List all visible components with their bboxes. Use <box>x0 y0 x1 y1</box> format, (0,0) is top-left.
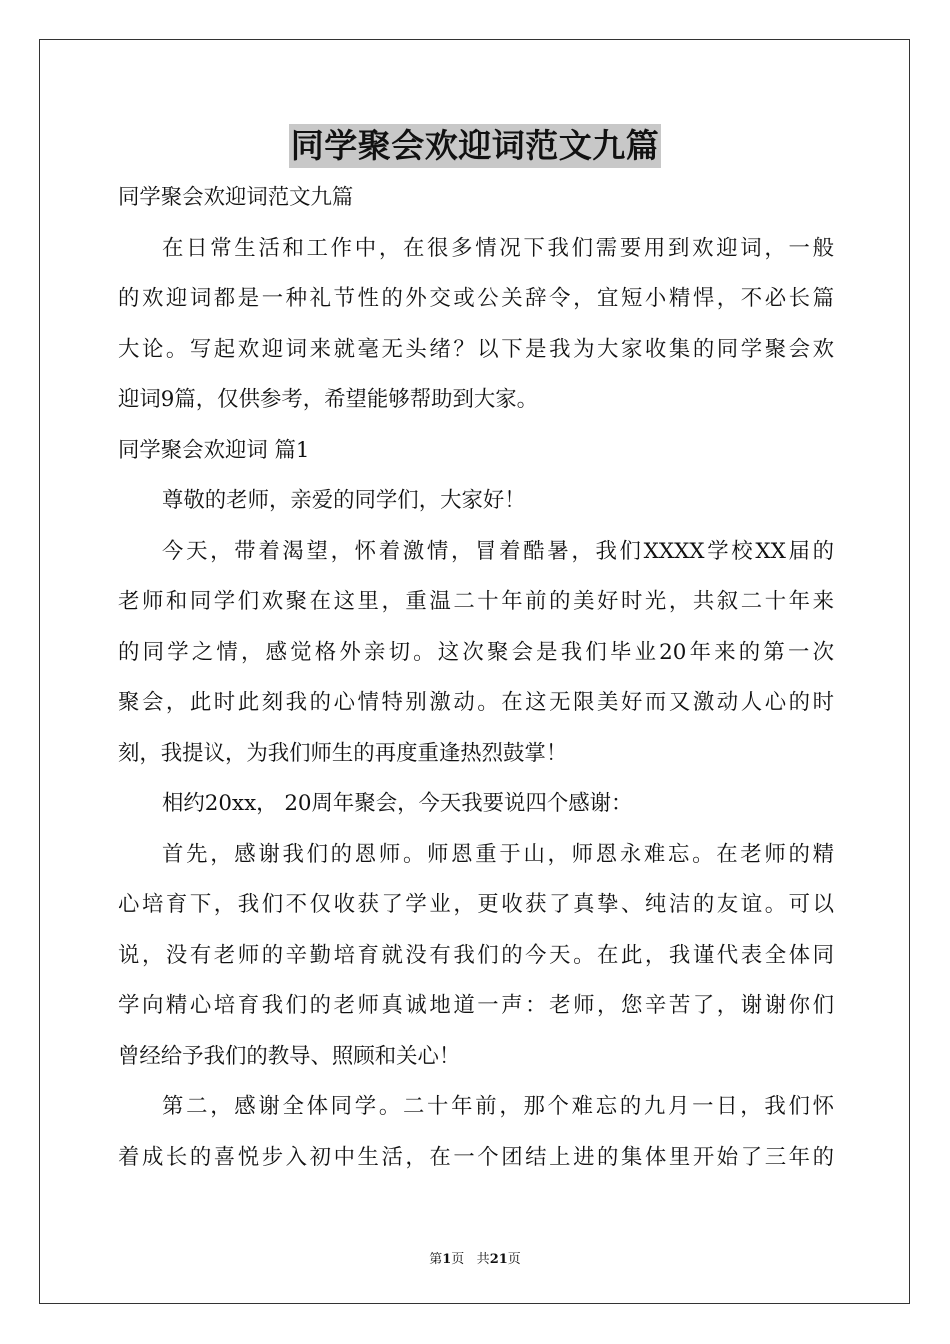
text-line: 今天，带着渴望，怀着激情，冒着酷暑，我们XXXX学校XX届的 <box>162 538 834 564</box>
text-line: 的欢迎词都是一种礼节性的外交或公关辞令，宜短小精悍，不必长篇 <box>118 286 834 311</box>
text-line: 首先，感谢我们的恩师。师恩重于山，师恩永难忘。在老师的精 <box>162 841 834 867</box>
text-line: 大论。写起欢迎词来就毫无头绪？以下是我为大家收集的同学聚会欢 <box>118 336 834 362</box>
text-line: 的同学之情，感觉格外亲切。这次聚会是我们毕业20年来的第一次 <box>118 639 834 665</box>
footer-prefix: 第 <box>429 1252 443 1267</box>
text-line: 着成长的喜悦步入初中生活，在一个团结上进的集体里开始了三年的 <box>118 1144 834 1170</box>
text-line: 同学聚会欢迎词 篇1 <box>118 437 310 463</box>
document-title: 同学聚会欢迎词范文九篇 <box>289 124 662 168</box>
text-line: 曾经给予我们的教导、照顾和关心！ <box>118 1043 461 1069</box>
document-body <box>118 173 834 1183</box>
text-line: 第二，感谢全体同学。二十年前，那个难忘的九月一日，我们怀 <box>162 1094 834 1119</box>
footer-total-suffix: 页 <box>507 1252 521 1267</box>
footer-total-prefix: 共 <box>476 1252 490 1267</box>
text-line: 心培育下，我们不仅收获了学业，更收获了真挚、纯洁的友谊。可以 <box>118 892 834 917</box>
text-line: 说，没有老师的辛勤培育就没有我们的今天。在此，我谨代表全体同 <box>118 942 834 968</box>
text-line: 在日常生活和工作中，在很多情况下我们需要用到欢迎词，一般 <box>162 235 834 261</box>
page-footer <box>0 1248 950 1267</box>
text-line: 老师和同学们欢聚在这里，重温二十年前的美好时光，共叙二十年来 <box>118 589 834 614</box>
text-line: 聚会，此时此刻我的心情特别激动。在这无限美好而又激动人心的时 <box>118 690 834 715</box>
footer-total-pages: 21 <box>489 1252 508 1267</box>
text-line: 尊敬的老师，亲爱的同学们，大家好！ <box>162 488 526 513</box>
footer-page-number: 1 <box>442 1252 452 1267</box>
footer-page-suffix: 页 <box>451 1252 465 1267</box>
title-container <box>0 124 950 168</box>
text-line: 刻，我提议，为我们师生的再度重逢热烈鼓掌！ <box>118 740 568 766</box>
text-line: 迎词9篇，仅供参考，希望能够帮助到大家。 <box>118 387 539 412</box>
text-line: 同学聚会欢迎词范文九篇 <box>118 185 354 210</box>
text-line: 学向精心培育我们的老师真诚地道一声：老师，您辛苦了，谢谢你们 <box>118 993 834 1018</box>
text-line: 相约20xx， 20周年聚会，今天我要说四个感谢： <box>162 791 633 816</box>
